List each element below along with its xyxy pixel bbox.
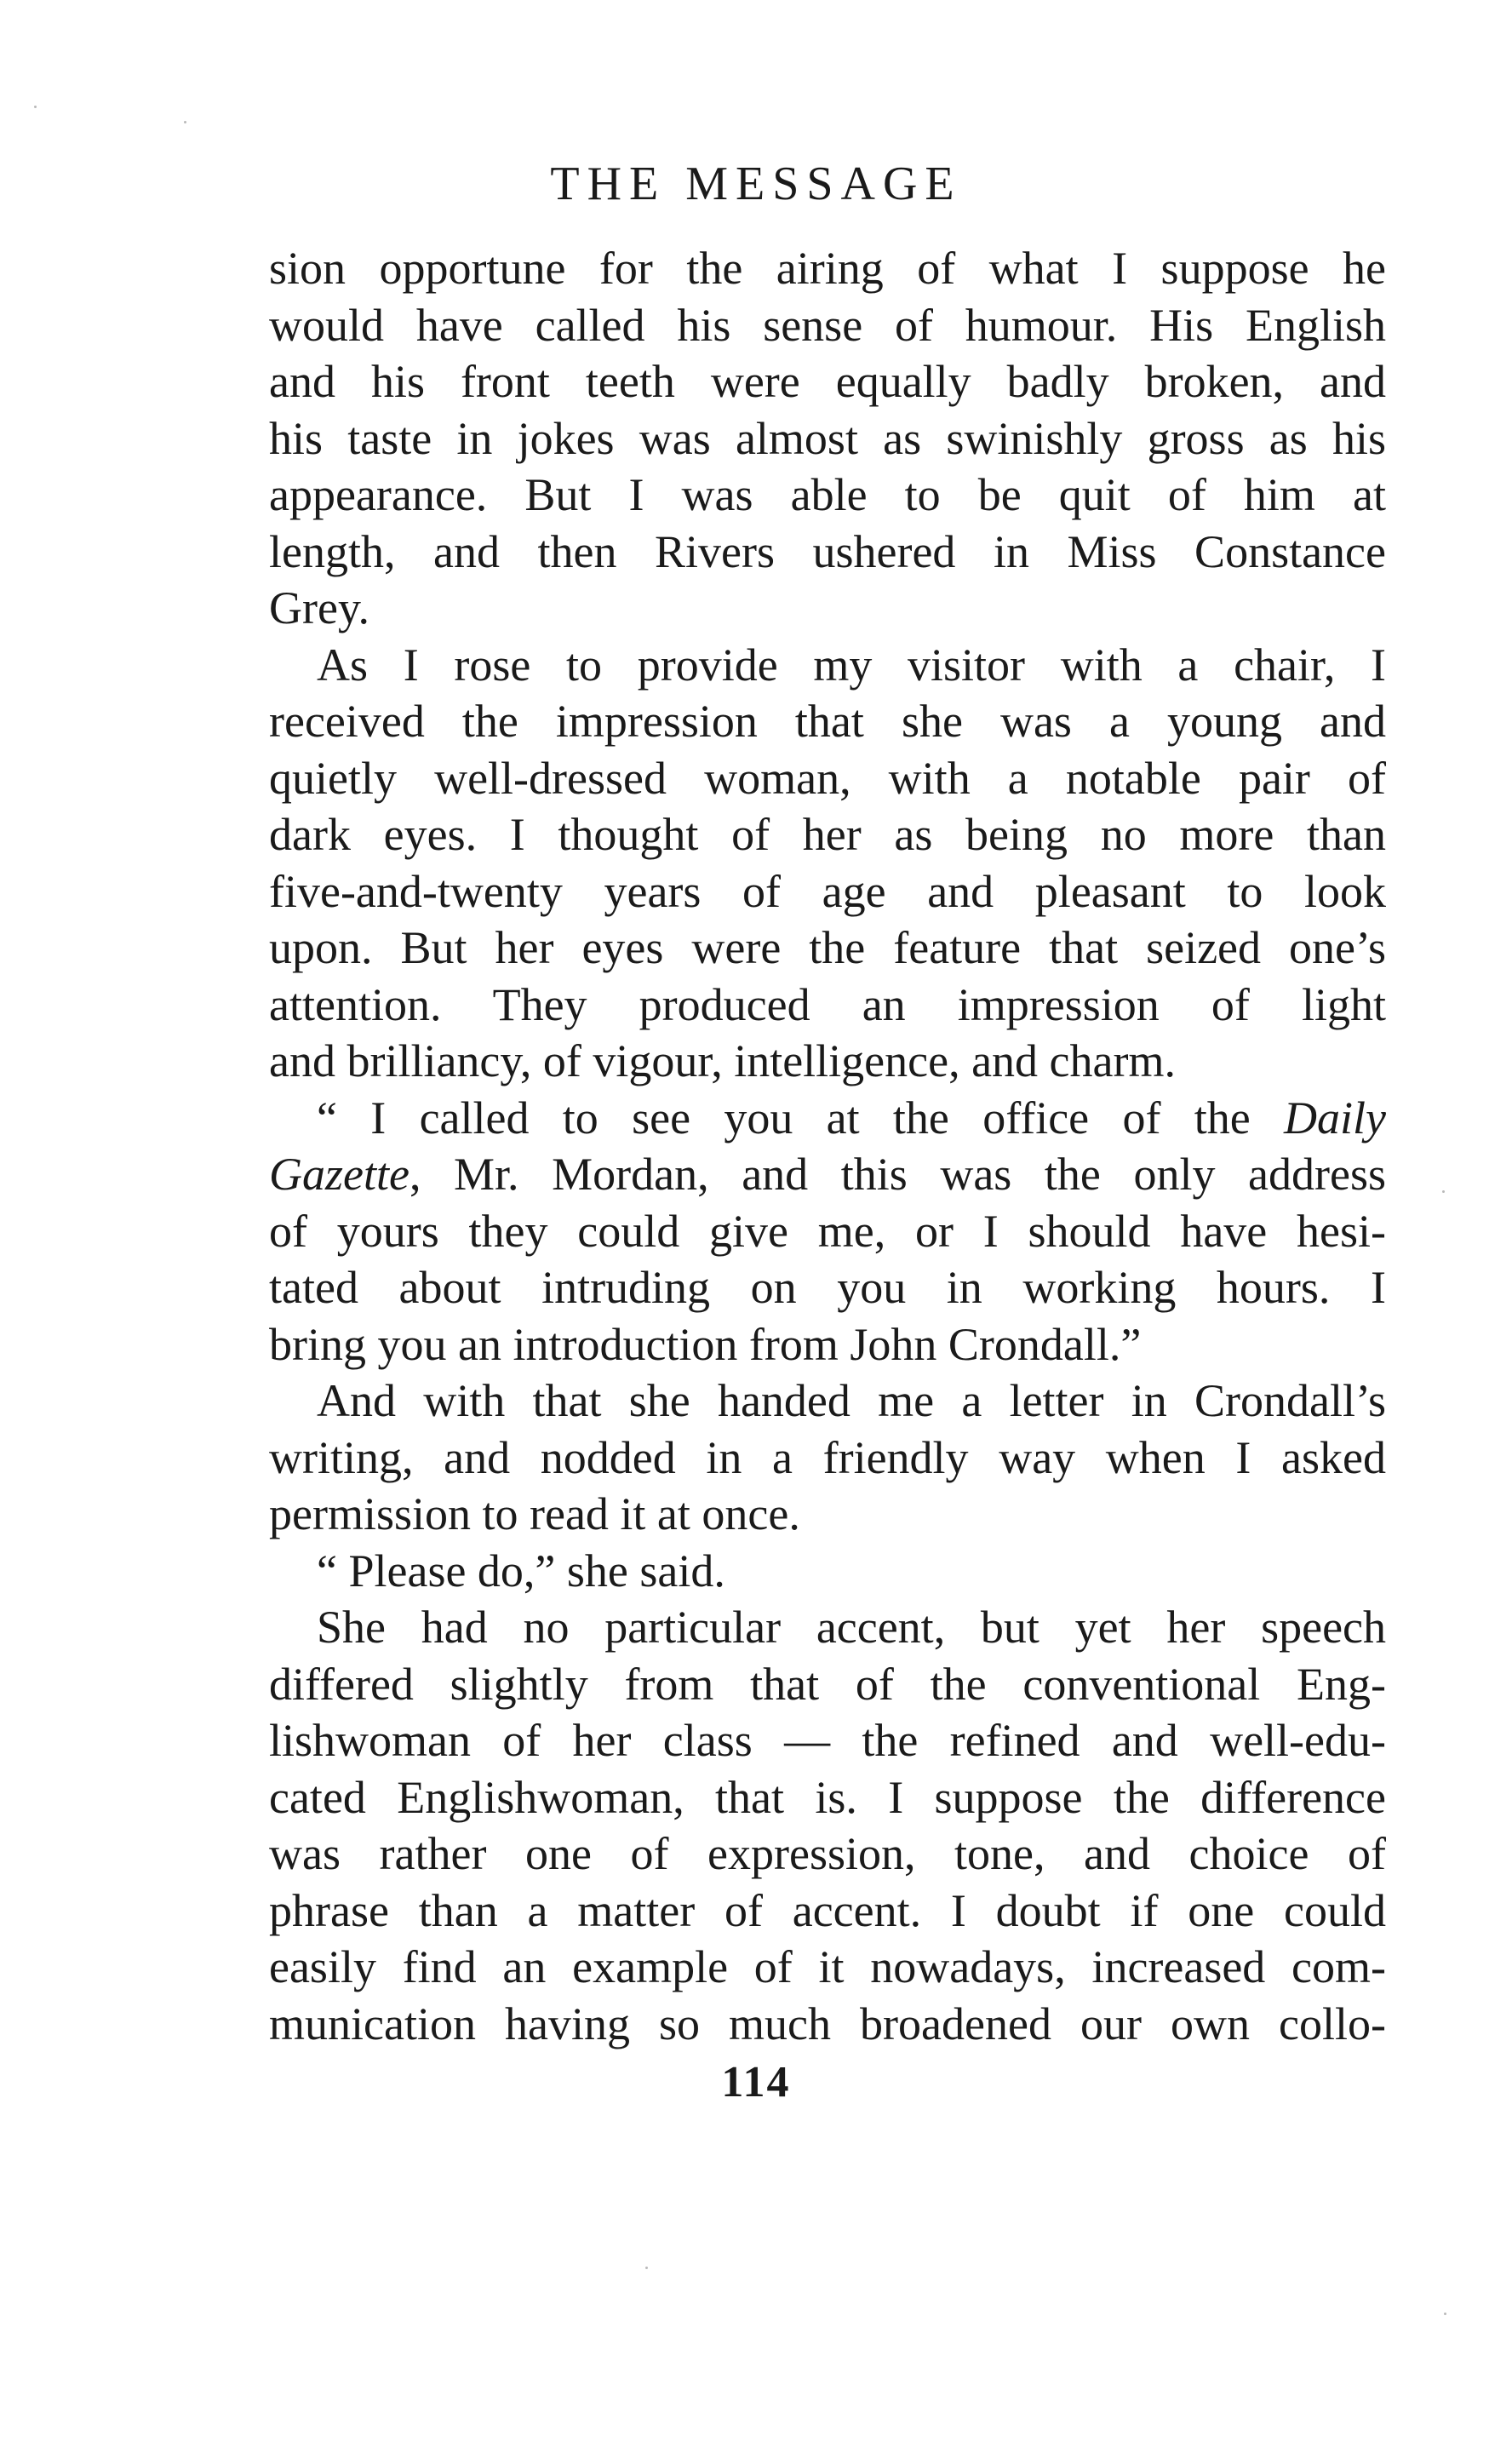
text-line: sion opportune for the airing of what I suppose he bbox=[269, 243, 1386, 294]
text-line bbox=[269, 1090, 1386, 1147]
text-line: of yours they could give me, or I should have hesi- bbox=[269, 1205, 1386, 1257]
paper-speck bbox=[184, 121, 186, 123]
text-line: “ Please do,” she said. bbox=[317, 1545, 725, 1596]
text-span: , Mr. Mordan, and this was the only address bbox=[409, 1149, 1386, 1200]
paper-speck bbox=[1444, 2313, 1446, 2315]
text-line: his taste in jokes was almost as swinishly gross as his bbox=[269, 412, 1386, 464]
paper-speck bbox=[34, 106, 37, 108]
text-line: phrase than a matter of accent. I doubt if one could bbox=[269, 1884, 1386, 1936]
text-line: As I rose to provide my visitor with a chair, I bbox=[317, 639, 1386, 691]
text-line: and brilliancy, of vigour, intelligence, and charm. bbox=[269, 1035, 1176, 1086]
text-span: “ I called to see you at the office of the bbox=[317, 1092, 1285, 1144]
text-line: Grey. bbox=[269, 582, 369, 633]
running-head: THE MESSAGE bbox=[550, 158, 962, 210]
text-line: was rather one of expression, tone, and choice of bbox=[269, 1828, 1386, 1879]
italic-text: Gazette bbox=[269, 1149, 410, 1200]
text-line: And with that she handed me a letter in Crondall’s bbox=[317, 1375, 1386, 1426]
text-line: She had no particular accent, but yet her speech bbox=[317, 1602, 1386, 1653]
text-line: and his front teeth were equally badly broken, and bbox=[269, 356, 1386, 407]
text-line: upon. But her eyes were the feature that seized one’s bbox=[269, 922, 1386, 973]
text-line bbox=[269, 1146, 1386, 1203]
text-line: received the impression that she was a young and bbox=[269, 696, 1386, 747]
paper-speck bbox=[645, 2267, 648, 2269]
text-line: length, and then Rivers ushered in Miss Constance bbox=[269, 525, 1386, 577]
text-line: munication having so much broadened our own collo- bbox=[269, 1998, 1386, 2049]
paper-speck bbox=[1442, 1190, 1445, 1193]
text-line: permission to read it at once. bbox=[269, 1488, 800, 1539]
body-text bbox=[269, 240, 1386, 2052]
text-line: would have called his sense of humour. His English bbox=[269, 299, 1386, 351]
text-line: bring you an introduction from John Crondall.” bbox=[269, 1318, 1142, 1370]
italic-text: Daily bbox=[1284, 1092, 1386, 1144]
text-line: lishwoman of her class — the refined and well-edu- bbox=[269, 1715, 1386, 1766]
text-line: five-and-twenty years of age and pleasant to look bbox=[269, 865, 1386, 917]
text-line: cated Englishwoman, that is. I suppose the difference bbox=[269, 1771, 1386, 1823]
text-line: easily find an example of it nowadays, increased com- bbox=[269, 1941, 1386, 1992]
text-line: differed slightly from that of the conventional Eng- bbox=[269, 1658, 1386, 1710]
page-number: 114 bbox=[721, 2058, 791, 2106]
text-line: dark eyes. I thought of her as being no more than bbox=[269, 809, 1386, 860]
text-line: quietly well-dressed woman, with a notable pair of bbox=[269, 752, 1386, 804]
text-line: attention. They produced an impression of light bbox=[269, 978, 1386, 1030]
text-line: appearance. But I was able to be quit of him at bbox=[269, 469, 1386, 520]
text-line: writing, and nodded in a friendly way when I asked bbox=[269, 1431, 1386, 1483]
text-line: tated about intruding on you in working hours. I bbox=[269, 1262, 1386, 1313]
